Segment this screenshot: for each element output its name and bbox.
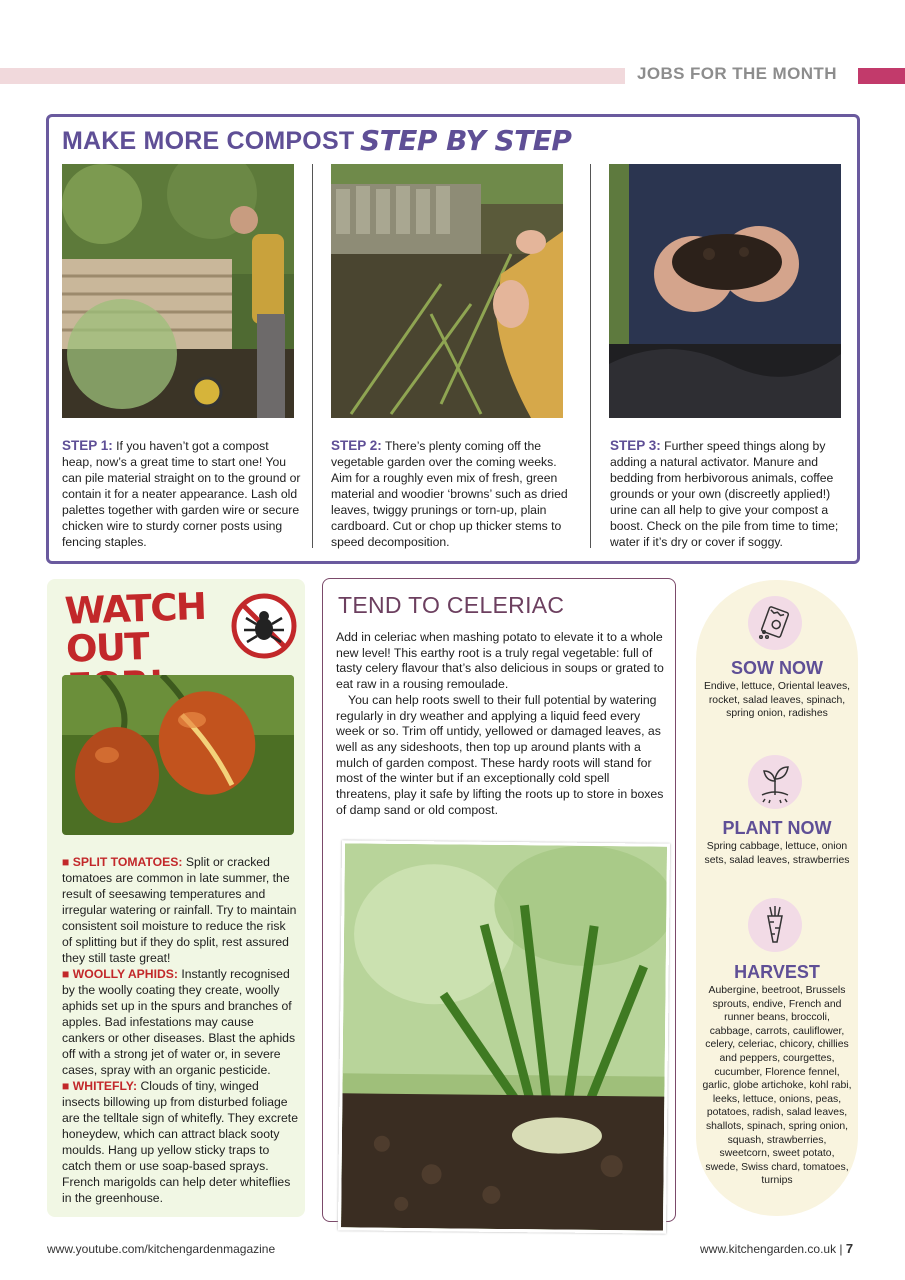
celeriac-para: You can help roots swell to their full potential by watering regularly in dry weather and applying a liquid feed every week or so. Trim off untidy, yellowed or damaged leaves, as well as any sideshoots, then top up around plants with a mulch of garden compost. These hardy roots will stand for most of the winter but if an exceptionally cold spell threatens, play it safe by lifting the roots up to store in boxes of damp sand or old compost. [336,692,664,817]
header-band [0,68,625,84]
section-title: JOBS FOR THE MONTH [637,64,837,83]
carrot-icon [748,898,802,952]
step3-label: STEP 3: [610,438,661,453]
step2-text [331,438,571,550]
compost-title: MAKE MORE COMPOST [62,127,355,155]
step1-label: STEP 1: [62,438,113,453]
watch-item: ■ WOOLLY APHIDS: Instantly recognised by the woolly coating they create, woolly aphids set up in the spurs and branches of apples. Bad infestations may cause cankers or other diseases. Blast the aphids off with a strong jet of water or, in severe cases, spray with an organic pesticide. [62,967,296,1077]
sow-now-list: Endive, lettuce, Oriental leaves, rocket, salad leaves, spinach, spring onion, radishes [703,681,851,720]
celeriac-para: Add in celeriac when mashing potato to elevate it to a whole new level! This earthy root is a truly regal vegetable: full of tasty celery flavour that’s also delicious in soups or grated to eat raw in a rousing remoulade. [336,630,664,692]
step1-body: If you haven’t got a compost heap, now’s a great time to start one! You can pile material straight on to the ground or contain it for a neater appearance. Lash old palettes together with garden wire or secure chicken wire to sturdy corner posts using fencing staples. [62,439,301,549]
youtube-url[interactable]: www.youtube.com/kitchengardenmagazine [47,1242,276,1256]
step1-text [62,438,302,550]
plant-now-list: Spring cabbage, lettuce, onion sets, salad leaves, strawberries [704,841,850,866]
harvest-title: HARVEST [734,962,820,982]
bullet-square-icon: ■ [62,1079,70,1093]
column-divider [590,164,591,548]
footer-separator: | [839,1242,843,1256]
seed-packet-icon [748,596,802,650]
step3-text [610,438,850,550]
page-number: 7 [845,1241,854,1256]
compost-subtitle: STEP BY STEP [360,124,572,157]
header-tab [858,68,905,84]
harvest-list: Aubergine, beetroot, Brussels sprouts, endive, French and runner beans, broccoli, cabbage, carrots, cauliflower, celery, celeriac, chicory, chillies and peppers, courgettes, cucumber, Florence fennel, garlic, globe artichoke, kohl rabi, leeks, lettuce, onions, peas, potatoes, radish, salad leaves, shallots, spinach, spring onion, squash, strawberries, sweetcorn, sweet potato, swede, Swiss chard, tomatoes, turnips [702,985,852,1187]
watch-item: ■ SPLIT TOMATOES: Split or cracked tomatoes are common in late summer, the result of seesawing temperatures and irregular watering or rainfall. Try to maintain consistent soil moisture to reduce the risk of splitting but if they do split, rest assured they still taste great! [62,855,297,965]
watch-out-text [62,854,298,1206]
bullet-square-icon: ■ [62,855,70,869]
step2-photo [331,164,563,418]
watch-out-title: WATCH OUT [63,584,207,671]
sow-now-title: SOW NOW [731,658,823,678]
celeriac-title: TEND TO CELERIAC [338,592,565,618]
footer-right [700,1241,853,1256]
step2-label: STEP 2: [331,438,382,453]
celeriac-photo [338,840,670,1233]
column-divider [312,164,313,548]
tomato-photo [62,675,294,835]
plant-now-title: PLANT NOW [722,818,832,838]
celeriac-text [336,630,666,818]
step2-body: There’s plenty coming off the vegetable garden over the coming weeks. Aim for a roughly even mix of fresh, green material and woodier ‘browns’ such as dried leaves, twiggy prunings or torn-up, plain cardboard. Cut or chop up thicker stems to speed decomposition. [331,439,568,549]
step3-body: Further speed things along by adding a natural activator. Manure and bedding from herbivorous animals, coffee grounds or your own (discreetly applied!) urine can all help to give your compost a boost. Check on the pile from time to time; water if it’s dry or cover if soggy. [610,439,839,549]
website-url[interactable]: www.kitchengarden.co.uk [700,1242,837,1256]
seedling-icon [748,755,802,809]
bullet-square-icon: ■ [62,967,70,981]
step3-photo [609,164,841,418]
pest-warning-icon [230,592,298,660]
watch-item: ■ WHITEFLY: Clouds of tiny, winged insects billowing up from disturbed foliage are the telltale sign of whitefly. They excrete honeydew, which can attract black sooty moulds. Hang up yellow sticky traps to catch them or use soap-based sprays. French marigolds can help deter whiteflies in the greenhouse. [62,1079,298,1205]
step1-photo [62,164,294,418]
